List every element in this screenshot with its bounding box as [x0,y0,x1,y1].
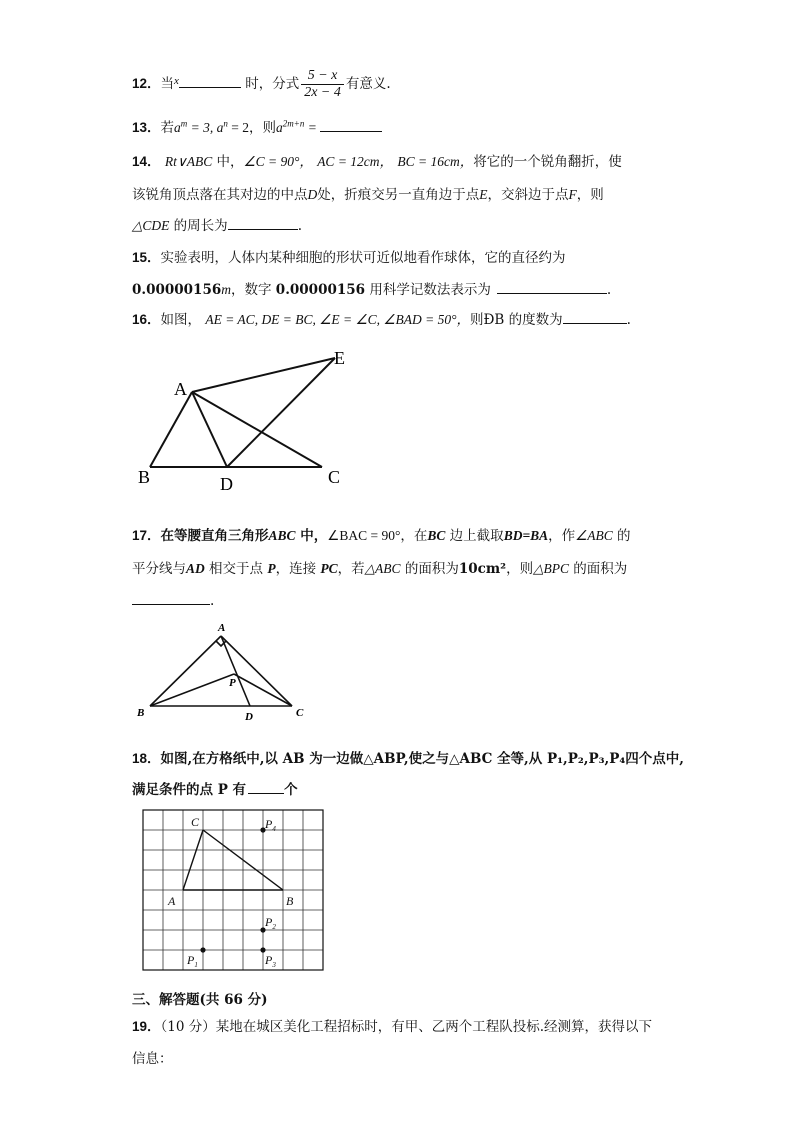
question-number: 13． [132,120,161,135]
figure-17 [132,618,312,728]
label-b: B [138,467,151,487]
question-15-line1: 15．实验表明，人体内某种细胞的形状可近似地看作球体，它的直径约为 [132,250,566,266]
answer-blank[interactable] [132,590,210,605]
figure-16-lines [150,358,335,467]
answer-blank[interactable] [179,73,241,88]
answer-blank[interactable] [228,215,298,230]
label-p1: $P_1$ [187,953,198,969]
question-12: 12．当$^x$ 时，分式 $\frac{5 - x}{2x - 4}$ 有意义. [132,68,391,100]
question-16: 16．如图， AE = AC, DE = BC, ∠E = ∠C, ∠BAD = 50°，则ÐB 的度数为 . [132,308,631,328]
question-13: 13．若$a^m = 3$, $a^n = 2$，则$a^{2m+n}$ = [132,116,382,136]
question-19-line2: 信息： [132,1051,173,1067]
label-a: A [174,379,187,399]
label-a: A [218,622,226,634]
question-number: 14． [132,154,161,169]
segment-ab [150,636,221,706]
fraction: $\frac{5 - x}{2x - 4}$ [301,68,344,101]
question-number: 16． [132,312,161,327]
question-18-line2: 满足条件的点 P 有 个 [132,778,298,798]
question-number: 19． [132,1019,161,1034]
question-number: 12． [132,76,161,91]
question-15-line2: 0.00000156m，数字 0.00000156 用科学记数法表示为 . [132,278,611,298]
segment-de [227,358,335,467]
point-p3 [260,947,265,952]
segment-bp [150,674,234,706]
point-p1 [200,947,205,952]
question-18-line1: 18．如图,在方格纸中,以 AB 为一边做△ABP,使之与△ABC 全等,从 P₁,P₂,P₃,P₄四个点中, [132,751,685,767]
question-14-line2: 该锐角顶点落在其对边的中点D处，折痕交另一直角边于点E，交斜边于点F，则 [132,187,604,203]
label-p2: $P_2$ [265,915,276,931]
segment-ad [221,636,250,706]
question-17-line2: 平分线与AD 相交于点 P，连接 PC，若△ABC 的面积为10cm²，则△BPC 的面积为 [132,561,628,577]
segment-ae [192,358,335,392]
answer-blank[interactable] [248,779,284,794]
segment-ac [183,830,203,890]
figure-16 [130,340,360,495]
segment-ac [221,636,292,706]
question-number: 18． [132,751,161,766]
segment-ab [150,392,192,467]
question-19-line1: 19．（10 分）某地在城区美化工程招标时，有甲、乙两个工程队投标.经测算，获得以下 [132,1019,653,1035]
segment-ac [192,392,322,467]
label-b: B [137,707,145,719]
answer-blank[interactable] [563,309,627,324]
label-p3: $P_3$ [265,953,276,969]
question-14-line3: △CDE 的周长为 . [132,214,302,234]
question-17-line1: 17．在等腰直角三角形ABC 中，∠BAC = 90°，在BC 边上截取BD=BA，作∠ABC 的 [132,528,631,544]
label-d: D [220,474,233,494]
answer-blank[interactable] [320,117,382,132]
label-c: C [296,707,304,719]
label-e: E [334,348,345,368]
label-c: C [191,815,200,829]
question-17-line3: . [132,590,214,609]
section-heading: 三、解答题(共 66 分) [132,992,268,1008]
label-c: C [328,467,341,487]
question-14-line1: 14． Rt∨ABC 中，∠C = 90°， AC = 12cm， BC = 16cm，将它的一个锐角翻折，使 [132,154,622,170]
question-number: 15． [132,250,161,265]
figure-18-triangle [183,830,283,890]
label-p: P [229,677,236,689]
label-p4: $P_4$ [265,817,276,833]
label-a: A [168,894,176,908]
question-number: 17． [132,528,161,543]
figure-18 [140,808,330,978]
label-d: D [245,711,253,723]
label-b: B [286,894,294,908]
answer-blank[interactable] [497,279,607,294]
figure-17-lines [150,636,292,706]
